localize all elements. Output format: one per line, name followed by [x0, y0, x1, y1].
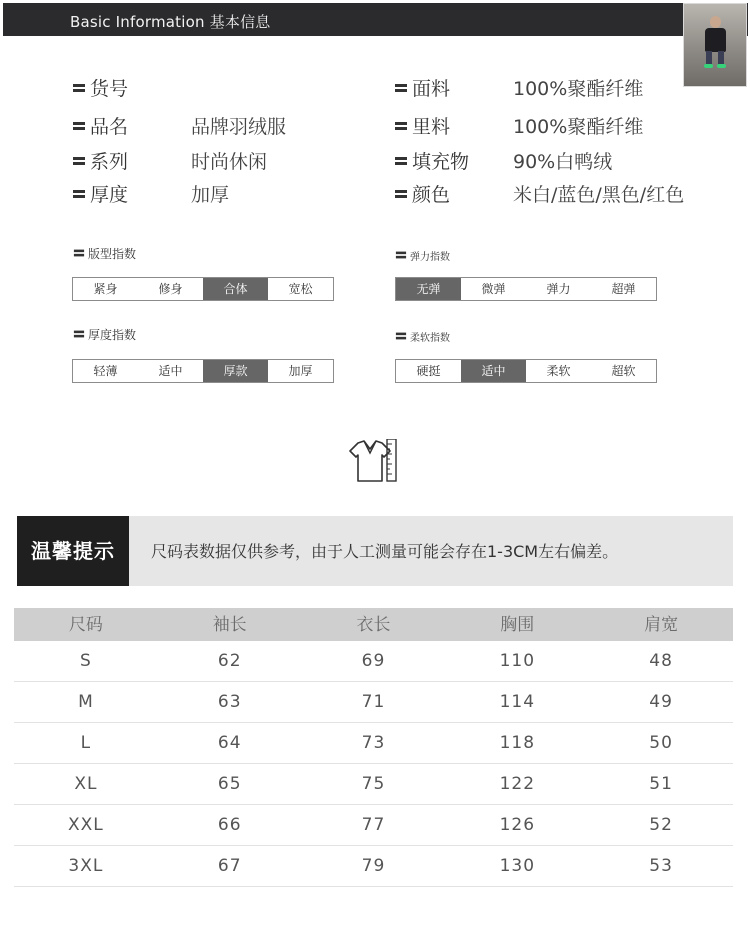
- header-title: Basic Information 基本信息: [70, 13, 271, 31]
- info-value: 100%聚酯纤维: [513, 116, 644, 138]
- list-bullet-icon: [73, 189, 85, 199]
- scale-option: 紧身: [93, 282, 118, 296]
- table-row: [14, 805, 733, 846]
- table-cell: 79: [361, 856, 386, 876]
- info-label: 厚度: [90, 184, 129, 206]
- table-cell: 71: [361, 692, 386, 712]
- table-header-cell: 肩宽: [644, 615, 679, 635]
- list-bullet-icon: [73, 121, 85, 131]
- table-cell: 77: [361, 815, 386, 835]
- table-cell: 114: [499, 692, 536, 712]
- table-cell: 118: [499, 733, 536, 753]
- info-value: 100%聚酯纤维: [513, 78, 644, 100]
- info-value: 品牌羽绒服: [191, 116, 287, 138]
- scale-option: 硬挺: [416, 364, 441, 378]
- size-table: [14, 608, 733, 887]
- table-header-cell: 袖长: [212, 615, 247, 635]
- info-label: 里料: [412, 116, 451, 138]
- scale-option: 修身: [158, 282, 183, 296]
- thumb-figure-leg: [706, 51, 712, 65]
- info-label: 面料: [412, 78, 451, 100]
- table-cell: M: [78, 692, 94, 712]
- table-cell: 130: [499, 856, 536, 876]
- table-cell: 66: [217, 815, 242, 835]
- scale-option-selected: 适中: [461, 360, 526, 382]
- table-cell: 73: [361, 733, 386, 753]
- scale-option: 适中: [158, 364, 183, 378]
- softness-index-scale: [395, 359, 657, 383]
- scale-option: 微弹: [481, 282, 506, 296]
- tip-tag: 温馨提示: [17, 516, 129, 586]
- table-cell: 63: [217, 692, 242, 712]
- table-header-cell: 衣长: [356, 615, 391, 635]
- thickness-index-title: 厚度指数: [73, 326, 136, 343]
- scale-option: 超软: [611, 364, 636, 378]
- list-bullet-icon: [74, 248, 84, 257]
- table-row: [14, 723, 733, 764]
- table-row: [14, 846, 733, 887]
- table-cell: 48: [649, 651, 673, 671]
- table-cell: S: [80, 651, 92, 671]
- thumb-figure-leg: [718, 51, 724, 65]
- table-cell: 62: [217, 651, 242, 671]
- list-bullet-icon: [395, 121, 407, 131]
- info-value: 加厚: [191, 184, 230, 206]
- softness-index-title: 柔软指数: [395, 329, 450, 344]
- info-value: 米白/蓝色/黑色/红色: [513, 184, 685, 206]
- tip-message: 尺码表数据仅供参考，由于人工测量可能会存在1-3CM左右偏差。: [151, 542, 619, 561]
- table-cell: 110: [499, 651, 536, 671]
- table-row: [14, 682, 733, 723]
- table-cell: XL: [74, 774, 98, 794]
- list-bullet-icon: [74, 329, 84, 338]
- scale-option-selected: 厚款: [203, 360, 268, 382]
- table-header-cell: 胸围: [500, 615, 535, 635]
- list-bullet-icon: [396, 251, 406, 260]
- scale-option: 加厚: [288, 364, 313, 378]
- table-cell: 122: [499, 774, 536, 794]
- info-label: 品名: [90, 116, 129, 138]
- info-label: 颜色: [412, 184, 451, 206]
- scale-option: 柔软: [546, 364, 571, 378]
- info-label: 填充物: [412, 151, 470, 173]
- table-row: [14, 641, 733, 682]
- thumb-figure-shoe: [717, 64, 726, 68]
- thickness-index-scale: [72, 359, 334, 383]
- shirt-ruler-icon: [346, 439, 400, 483]
- table-cell: 52: [649, 815, 673, 835]
- table-cell: 126: [499, 815, 536, 835]
- info-label: 系列: [90, 151, 129, 173]
- table-cell: 53: [649, 856, 673, 876]
- table-cell: L: [80, 733, 92, 753]
- info-value: 时尚休闲: [191, 151, 268, 173]
- basic-info-header: [3, 3, 748, 36]
- scale-option: 宽松: [288, 282, 313, 296]
- table-cell: 50: [649, 733, 673, 753]
- scale-option: 弹力: [546, 282, 571, 296]
- info-value: 90%白鸭绒: [513, 151, 613, 173]
- elasticity-index-title: 弹力指数: [395, 248, 450, 263]
- thumb-figure-shoe: [704, 64, 713, 68]
- table-cell: 67: [217, 856, 242, 876]
- list-bullet-icon: [395, 189, 407, 199]
- fit-index-scale: [72, 277, 334, 301]
- thumb-figure-head: [710, 16, 721, 28]
- table-cell: 49: [649, 692, 673, 712]
- scale-option-selected: 合体: [203, 278, 268, 300]
- elasticity-index-scale: [395, 277, 657, 301]
- list-bullet-icon: [395, 156, 407, 166]
- table-header-cell: 尺码: [68, 615, 103, 635]
- scale-option-selected: 无弹: [396, 278, 461, 300]
- table-row: [14, 764, 733, 805]
- table-header-row: [14, 608, 733, 641]
- table-cell: 69: [361, 651, 386, 671]
- table-cell: XXL: [68, 815, 104, 835]
- table-cell: 65: [217, 774, 242, 794]
- scale-option: 轻薄: [93, 364, 118, 378]
- table-cell: 64: [217, 733, 242, 753]
- thumb-figure-body: [705, 28, 726, 52]
- table-cell: 75: [361, 774, 386, 794]
- list-bullet-icon: [73, 156, 85, 166]
- model-photo-thumbnail[interactable]: [683, 3, 747, 87]
- table-cell: 51: [649, 774, 673, 794]
- list-bullet-icon: [395, 83, 407, 93]
- table-cell: 3XL: [68, 856, 104, 876]
- info-label: 货号: [90, 78, 129, 100]
- size-tip-banner: [17, 516, 733, 586]
- list-bullet-icon: [396, 332, 406, 341]
- list-bullet-icon: [73, 83, 85, 93]
- fit-index-title: 版型指数: [73, 245, 136, 262]
- scale-option: 超弹: [611, 282, 636, 296]
